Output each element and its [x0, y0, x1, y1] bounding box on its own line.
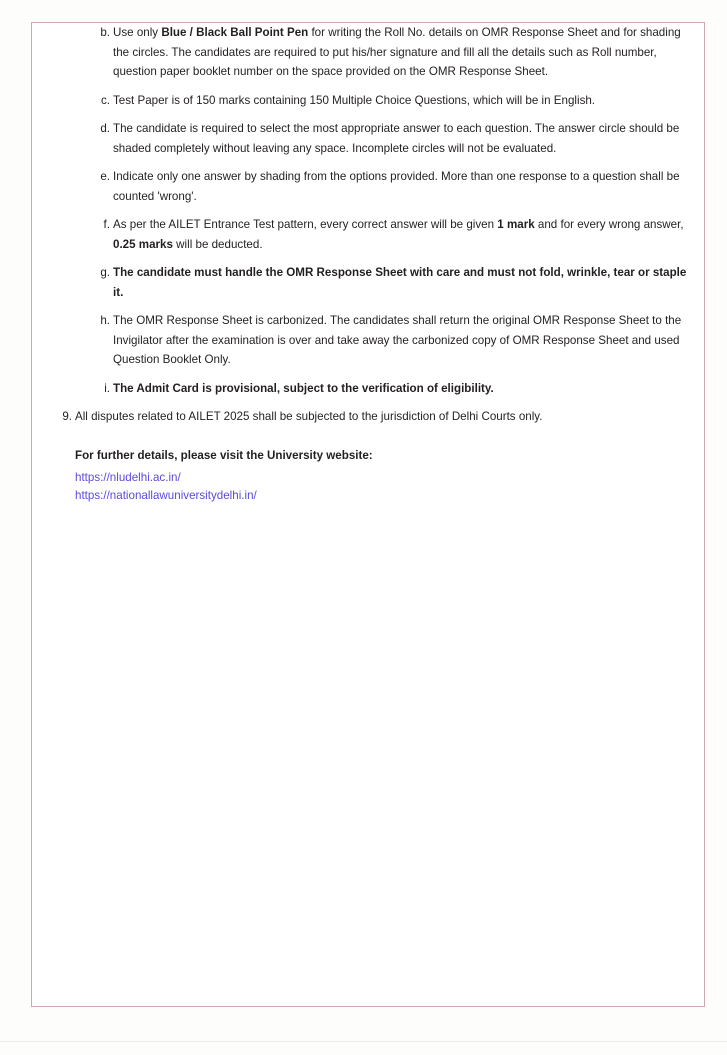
list-item-marker: d.	[100, 122, 110, 135]
list-item	[32, 91, 704, 111]
emphasis-text: 1 mark	[497, 218, 535, 231]
list-item-marker: h.	[100, 314, 110, 327]
emphasis-text: 0.25 marks	[113, 237, 173, 251]
bottom-divider	[0, 1041, 727, 1042]
plain-text: for writing the Roll No. details on OMR Response Sheet and for shading the circles. The candidates are required to put his/her signature and fill all the details such as Roll number, question paper booklet number on the space provided on the OMR Response Sheet.	[113, 26, 681, 78]
emphasis-text: The candidate must handle the OMR Response Sheet with care and must not fold, wrinkle, tear or staple it.	[113, 266, 687, 299]
list-item	[32, 167, 704, 206]
list-item-marker: b.	[100, 26, 110, 39]
list-item	[32, 215, 704, 254]
list-item-text	[75, 407, 690, 427]
list-item-text	[113, 23, 690, 82]
university-website-links	[75, 469, 704, 506]
further-details-block	[75, 446, 704, 506]
list-item-marker: i.	[104, 381, 110, 395]
list-item	[32, 119, 704, 158]
list-item-text	[113, 167, 690, 206]
plain-text: and for every wrong answer,	[534, 218, 684, 231]
plain-text: Test Paper is of 150 marks containing 150 Multiple Choice Questions, which will be in English.	[113, 93, 596, 107]
instruction-list	[32, 23, 704, 427]
list-item-marker: 9.	[62, 410, 72, 423]
list-item-text	[113, 91, 690, 111]
plain-text: As per the AILET Entrance Test pattern, every correct answer will be given	[113, 218, 498, 231]
plain-text: Indicate only one answer by shading from the options provided. More than one response to a question shall be counted 'wrong'.	[113, 170, 680, 203]
plain-text: All disputes related to AILET 2025 shall be subjected to the jurisdiction of Delhi Courts only.	[75, 410, 543, 423]
list-item	[32, 379, 704, 399]
plain-text: will be deducted.	[172, 237, 263, 251]
plain-text: The candidate is required to select the most appropriate answer to each question. The answer circle should be shaded completely without leaving any space. Incomplete circles will not be evaluated.	[113, 122, 680, 155]
list-item	[32, 263, 704, 302]
list-item-text	[113, 119, 690, 158]
university-website-link[interactable]: https://nludelhi.ac.in/	[75, 470, 181, 484]
list-item	[32, 23, 704, 82]
list-item	[32, 311, 704, 370]
list-item-marker: g.	[100, 266, 110, 279]
plain-text: The OMR Response Sheet is carbonized. The candidates shall return the original OMR Response Sheet to the Invigilator after the examination is over and take away the carbonized copy of OMR Response Sheet and used Question Booklet Only.	[113, 314, 682, 366]
document-page	[31, 22, 705, 1007]
list-item-marker: e.	[100, 170, 110, 183]
page-content	[32, 23, 704, 506]
list-item-text	[113, 215, 690, 254]
further-details-heading: For further details, please visit the University website:	[75, 448, 373, 462]
emphasis-text: The Admit Card is provisional, subject to the verification of eligibility.	[113, 381, 494, 395]
plain-text: Use only	[113, 26, 162, 39]
university-website-link[interactable]: https://nationallawuniversitydelhi.in/	[75, 489, 257, 502]
list-item-text	[113, 311, 690, 370]
list-item	[32, 407, 704, 427]
list-item-marker: c.	[100, 93, 110, 107]
list-item-text	[113, 263, 690, 302]
list-item-text	[113, 379, 690, 399]
emphasis-text: Blue / Black Ball Point Pen	[161, 26, 309, 39]
list-item-marker: f.	[103, 218, 110, 231]
